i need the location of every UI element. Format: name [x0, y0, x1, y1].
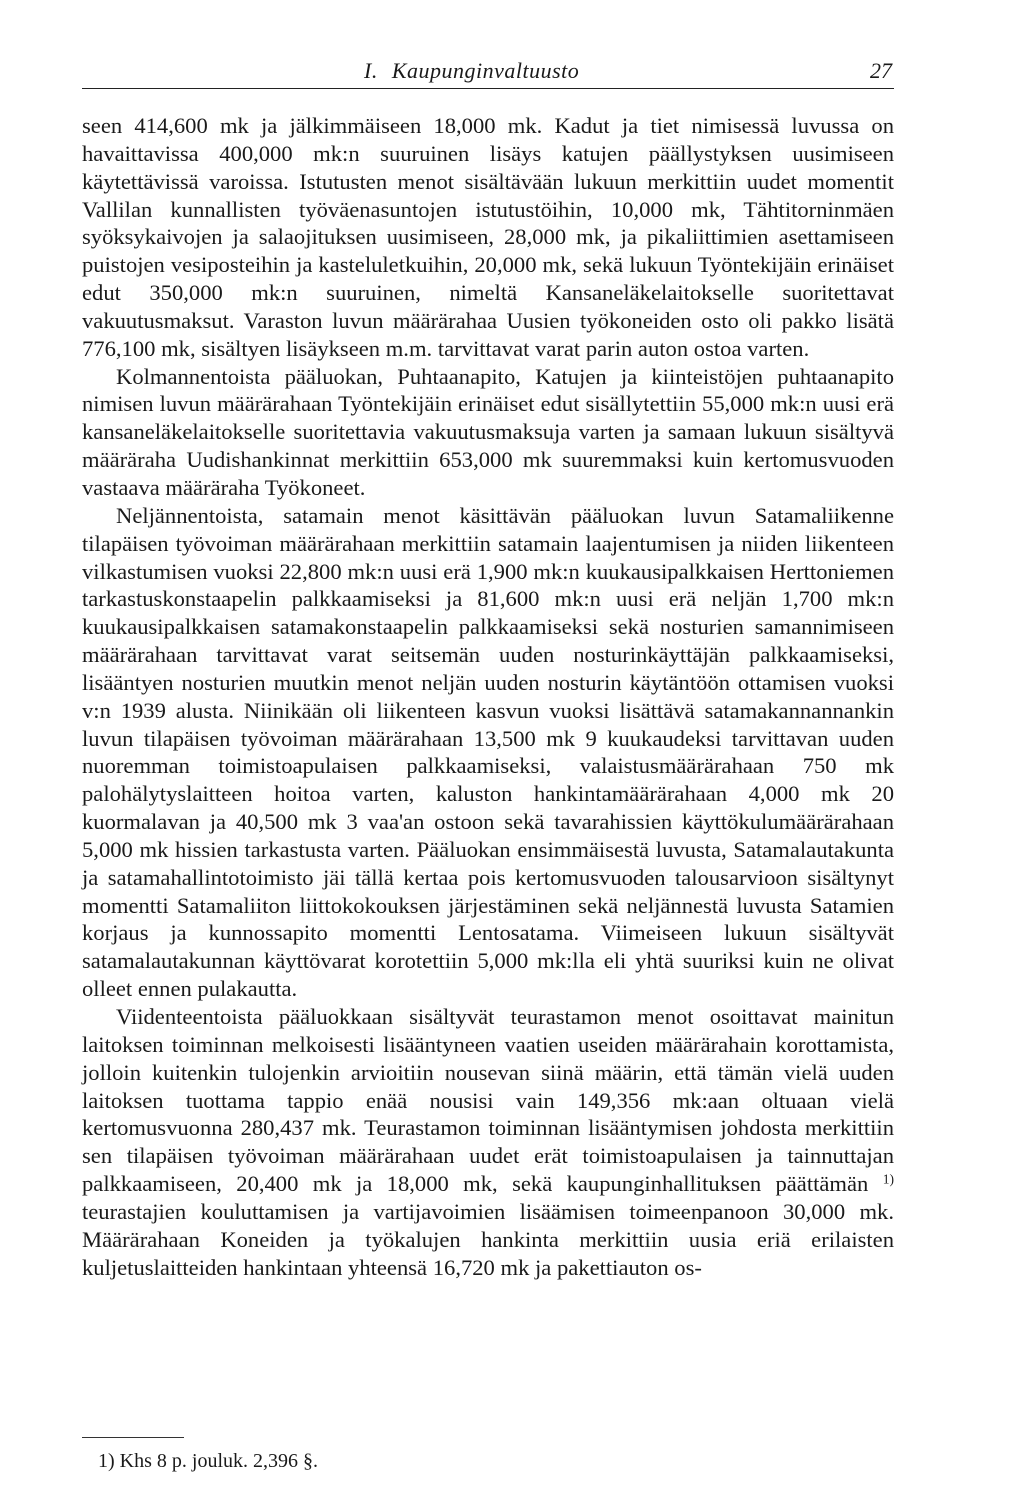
page-header [82, 58, 894, 89]
footnote-reference: 1) [882, 1171, 894, 1187]
footnote-divider [82, 1437, 184, 1438]
section-title: Kaupunginvaltuusto [391, 58, 580, 83]
footnote-marker: 1) [98, 1450, 115, 1472]
paragraph-3: Neljännentoista, satamain menot käsittävän pääluokan luvun Satamaliikenne tilapäisen työvoiman määrärahaan merkittiin satamain laajentumisen ja niiden liikenteen vilkastumisen vuoksi 22,800 mk:n uusi erä 1,900 mk:n kuukausipalkkaisen Herttoniemen tarkastuskonstaapelin palkkaamiseksi ja 81,600 mk:n uusi erä neljän 1,700 mk:n kuukausipalkkaisen satamakonstaapelin palkkaamiseksi sekä nosturien samannimiseen määrärahaan tarvittavat varat seitsemän uuden nosturinkäyttäjän palkkaamiseksi, lisääntyen nosturien muutkin menot neljän uuden nosturin käytäntöön ottamisen vuoksi v:n 1939 alusta. Niinikään oli liikenteen kasvun vuoksi lisättävä satamakannannankin luvun tilapäisen työvoiman määrärahaan 13,500 mk 9 kuukaudeksi tarvittavan uuden nuoremman toimistoapulaisen palkkaamiseksi, valaistusmäärärahaan 750 mk palohälytyslaitteen hoitoa varten, kaluston hankintamäärärahaan 4,000 mk 20 kuormalavan ja 40,500 mk 3 vaa'an ostoon sekä tavarahissien käyttökulumäärärahaan 5,000 mk hissien tarkastusta varten. Pääluokan ensimmäisestä luvusta, Satamalautakunta ja satamahallintotoimisto jäi tällä kertaa pois kertomusvuoden talousarvioon sisältynyt momentti Satamaliiton liittokokouksen järjestäminen sekä neljännestä luvusta Satamien korjaus ja kunnossapito momentti Lentosatama. Viimeiseen lukuun sisältyvät satamalautakunnan käyttövarat korotettiin 5,000 mk:lla eli yhtä suuriksi kuin ne olivat olleet ennen pulakautta. [82, 502, 894, 1002]
section-number: I. [364, 58, 378, 83]
footnote [98, 1448, 318, 1474]
footnote-text: Khs 8 p. jouluk. 2,396 §. [119, 1450, 319, 1472]
paragraph-2: Kolmannentoista pääluokan, Puhtaanapito, Katujen ja kiinteistöjen puhtaanapito nimisen luvun määrärahaan Työntekijäin erinäiset edut sisällytettiin 55,000 mk:n uusi erä kansaneläkelaitokselle suoritettavia vakuutusmaksuja varten ja samaan lukuun sisältyvä määräraha Uudishankinnat merkittiin 653,000 mk suuremmaksi kuin kertomusvuoden vastaava määräraha Työkoneet. [82, 363, 894, 500]
paragraph-4-continuation: teurastajien kouluttamisen ja vartijavoimien lisäämisen toimeenpanoon 30,000 mk. Määrärahaan Koneiden ja työkalujen hankinta merkittiin uusia eriä erilaisten kuljetuslaitteiden hankintaan yhteensä 16,720 mk ja pakettiauton os- [82, 1198, 894, 1280]
running-head [364, 58, 579, 84]
paragraph-4 [82, 1003, 894, 1281]
paragraph-1: seen 414,600 mk ja jälkimmäiseen 18,000 mk. Kadut ja tiet nimisessä luvussa on havaittavissa 400,000 mk:n suuruinen lisäys katujen päällystyksen uusimiseen käytettävissä varoissa. Istutusten menot sisältävään lukuun merkittiin uudet momentit Vallilan kunnallisten työväenasuntojen istutustöihin, 10,000 mk, Tähtitorninmäen syöksykaivojen ja salaojituksen uusimiseen, 28,000 mk, ja pikaliittimien asettamiseen puistojen vesiposteihin ja kasteluletkuihin, 20,000 mk, sekä lukuun Työntekijäin erinäiset edut 350,000 mk:n suuruinen, nimeltä Kansaneläkelaitokselle suoritettavat vakuutusmaksut. Varaston luvun määrärahaa Uusien työkoneiden osto oli pakko lisätä 776,100 mk, sisältyen lisäykseen m.m. tarvittavat varat parin auton ostoa varten. [82, 113, 894, 361]
paragraph-4-text: Viidenteentoista pääluokkaan sisältyvät teurastamon menot osoittavat mainitun laitoksen toiminnan melkoisesti lisääntyneen vaatien useiden määrärahain korottamista, jolloin kuitenkin tulojenkin arvioitiin nousevan siinä määrin, että tämän vielä uuden laitoksen tuottama tappio enää nousisi vain 149,356 mk:aan oltuaan vielä kertomusvuonna 280,437 mk. Teurastamon toiminnan lisääntymisen johdosta merkittiin sen tilapäisen työvoiman määrärahaan uudet erät toimistoapulaisen ja tainnuttajan palkkaamiseen, 20,400 mk ja 18,000 mk, sekä kaupunginhallituksen päättämän [82, 1004, 894, 1197]
page-number: 27 [870, 58, 892, 83]
body-text [82, 112, 894, 1281]
